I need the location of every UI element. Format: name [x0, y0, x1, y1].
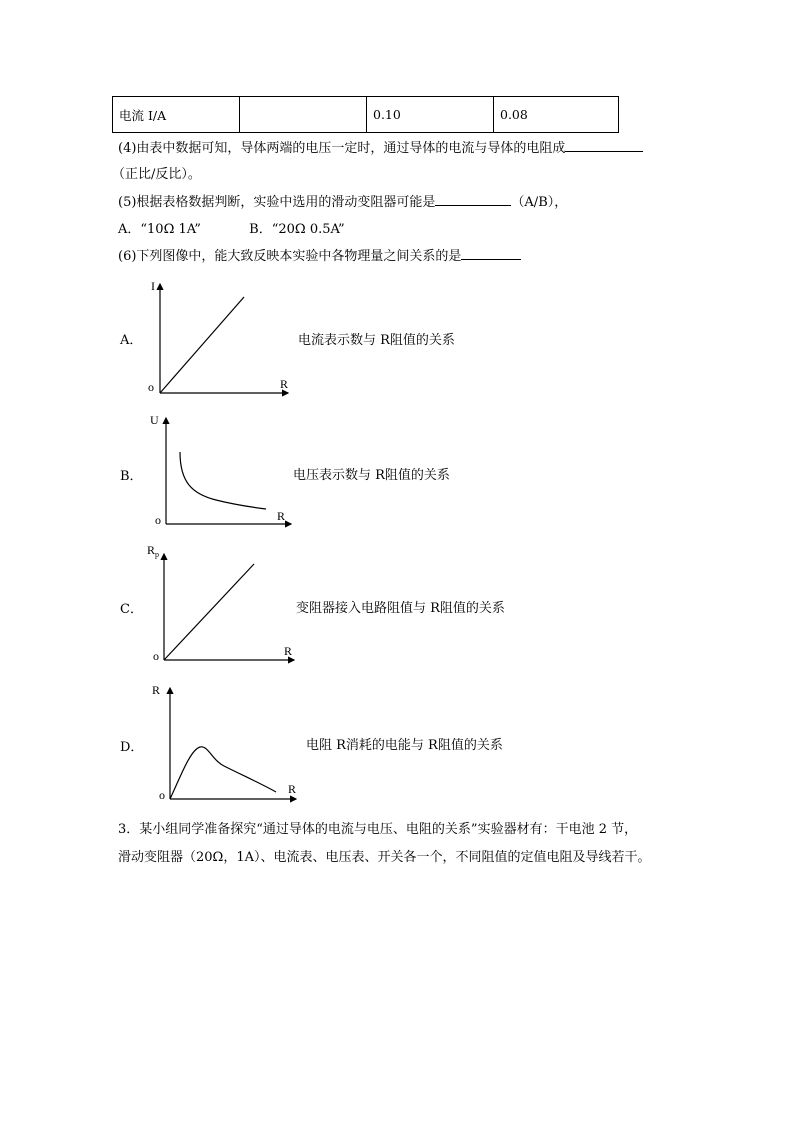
graph-a [140, 278, 300, 398]
answer-blank[interactable] [461, 245, 521, 260]
graph-d [146, 680, 302, 804]
graph-b-letter: B． [120, 469, 143, 484]
curve-line [170, 747, 276, 799]
table-cell: 0.08 [494, 97, 619, 133]
origin-label: o [159, 788, 165, 802]
table-cell: 0.10 [367, 97, 494, 133]
curve-line [164, 564, 254, 660]
table-cell [240, 97, 367, 133]
graph-c [144, 540, 300, 664]
option-b: B．“20Ω 0.5A” [249, 222, 345, 237]
question-4 [118, 137, 643, 156]
origin-label: o [155, 513, 161, 527]
y-axis-label: U [150, 413, 159, 427]
question-4-continuation: （正比/反比）。 [112, 167, 201, 182]
question-5-text: (5)根据表格数据判断，实验中选用的滑动变阻器可能是 [118, 195, 436, 210]
question-3-line1: 3．某小组同学准备探究“通过导体的电流与电压、电阻的关系”实验器材有：干电池 2 节， [118, 822, 638, 837]
curve-line [180, 452, 266, 509]
question-5-options [118, 218, 345, 237]
x-axis-label: R [288, 782, 297, 796]
y-axis-label: I [151, 279, 155, 293]
x-axis-label: R [284, 644, 293, 658]
answer-blank[interactable] [565, 137, 643, 152]
y-axis-label: $R_p$ [147, 543, 160, 559]
graph-d-letter: D． [120, 740, 144, 755]
graph-c-letter: C． [120, 602, 143, 617]
question-5 [118, 191, 567, 210]
graph-b-caption: 电压表示数与 R阻值的关系 [293, 468, 450, 483]
x-axis-label: R [277, 509, 286, 523]
question-3-line2: 滑动变阻器（20Ω，1A）、电流表、电压表、开关各一个，不同阻值的定值电阻及导线若干。 [118, 850, 651, 865]
graph-b [146, 410, 296, 530]
origin-label: o [153, 649, 159, 663]
graph-c-caption: 变阻器接入电路阻值与 R阻值的关系 [296, 601, 505, 616]
y-axis-label: R [152, 683, 161, 697]
question-5-suffix: （A/B）， [511, 195, 568, 210]
question-4-text: (4)由表中数据可知，导体两端的电压一定时，通过导体的电流与导体的电阻成 [118, 141, 566, 156]
table-row [113, 97, 619, 133]
graph-a-caption: 电流表示数与 R阻值的关系 [298, 333, 455, 348]
curve-line [160, 297, 244, 393]
table-row-label: 电流 I/A [113, 97, 240, 133]
origin-label: o [148, 380, 154, 394]
data-table [112, 96, 619, 133]
graph-a-letter: A． [120, 333, 143, 348]
question-6 [118, 245, 521, 264]
question-6-text: (6)下列图像中，能大致反映本实验中各物理量之间关系的是 [118, 249, 462, 264]
graph-d-caption: 电阻 R消耗的电能与 R阻值的关系 [306, 738, 503, 753]
x-axis-label: R [280, 377, 289, 391]
answer-blank[interactable] [435, 191, 511, 206]
option-a: A．“10Ω 1A” [118, 222, 201, 237]
